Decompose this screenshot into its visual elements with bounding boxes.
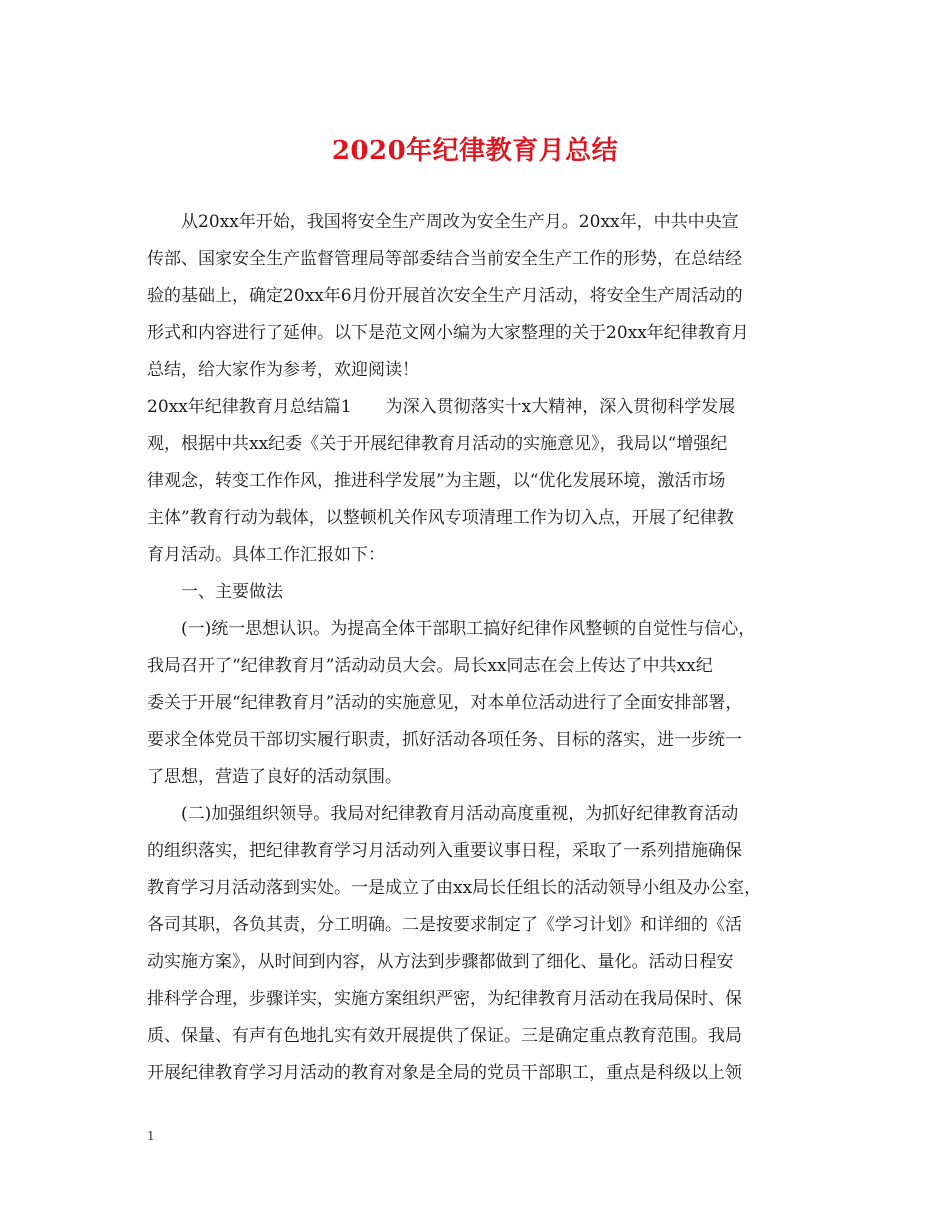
text-line: (二)加强组织领导。我局对纪律教育月活动高度重视，为抓好纪律教育活动 (181, 804, 739, 824)
text-line: 排科学合理，步骤详实，实施方案组织严密，为纪律教育月活动在我局保时、保 (147, 989, 742, 1009)
text-line: 律观念，转变工作作风，推进科学发展”为主题，以“优化发展环境，激活市场 (147, 471, 726, 491)
text-line: 观，根据中共xx纪委《关于开展纪律教育月活动的实施意见》，我局以“增强纪 (147, 434, 728, 454)
text-line: 教育学习月活动落到实处。一是成立了由xx局长任组长的活动领导小组及办公室， (147, 878, 762, 898)
section-heading: 一、主要做法 (181, 582, 283, 602)
document-title: 2020年纪律教育月总结 (331, 136, 619, 166)
text-line: 20xx年纪律教育月总结篇1 为深入贯彻落实十x大精神，深入贯彻科学发展 (147, 397, 736, 417)
text-line: 要求全体党员干部切实履行职责，抓好活动各项任务、目标的落实，进一步统一 (147, 730, 742, 750)
text-line: 开展纪律教育学习月活动的教育对象是全局的党员干部职工，重点是科级以上领 (147, 1063, 742, 1083)
page-number: 1 (147, 1129, 155, 1143)
text-line: (一)统一思想认识。为提高全体干部职工搞好纪律作风整顿的自觉性与信心， (181, 619, 756, 639)
text-line: 我局召开了“纪律教育月”活动动员大会。局长xx同志在会上传达了中共xx纪 (147, 656, 713, 676)
text-line: 传部、国家安全生产监督管理局等部委结合当前安全生产工作的形势，在总结经 (147, 249, 742, 269)
document-body (147, 204, 807, 1092)
text-line: 动实施方案》，从时间到内容，从方法到步骤都做到了细化、量化。活动日程安 (147, 952, 734, 972)
text-line: 了思想，营造了良好的活动氛围。 (147, 767, 402, 787)
text-line: 形式和内容进行了延伸。以下是范文网小编为大家整理的关于20xx年纪律教育月 (147, 323, 749, 343)
text-line: 质、保量、有声有色地扎实有效开展提供了保证。三是确定重点教育范围。我局 (147, 1026, 742, 1046)
text-line: 育月活动。具体工作汇报如下： (147, 545, 385, 565)
text-line: 各司其职，各负其责，分工明确。二是按要求制定了《学习计划》和详细的《活 (147, 915, 742, 935)
text-line: 主体”教育行动为载体，以整顿机关作风专项清理工作为切入点，开展了纪律教 (147, 508, 734, 528)
text-line: 的组织落实，把纪律教育学习月活动列入重要议事日程，采取了一系列措施确保 (147, 841, 742, 861)
text-line: 总结，给大家作为参考，欢迎阅读！ (147, 360, 419, 380)
text-line: 验的基础上，确定20xx年6月份开展首次安全生产月活动，将安全生产周活动的 (147, 286, 743, 306)
text-line: 委关于开展“纪律教育月”活动的实施意见，对本单位活动进行了全面安排部署， (147, 693, 743, 713)
text-line: 从20xx年开始，我国将安全生产周改为安全生产月。20xx年，中共中央宣 (181, 212, 739, 232)
